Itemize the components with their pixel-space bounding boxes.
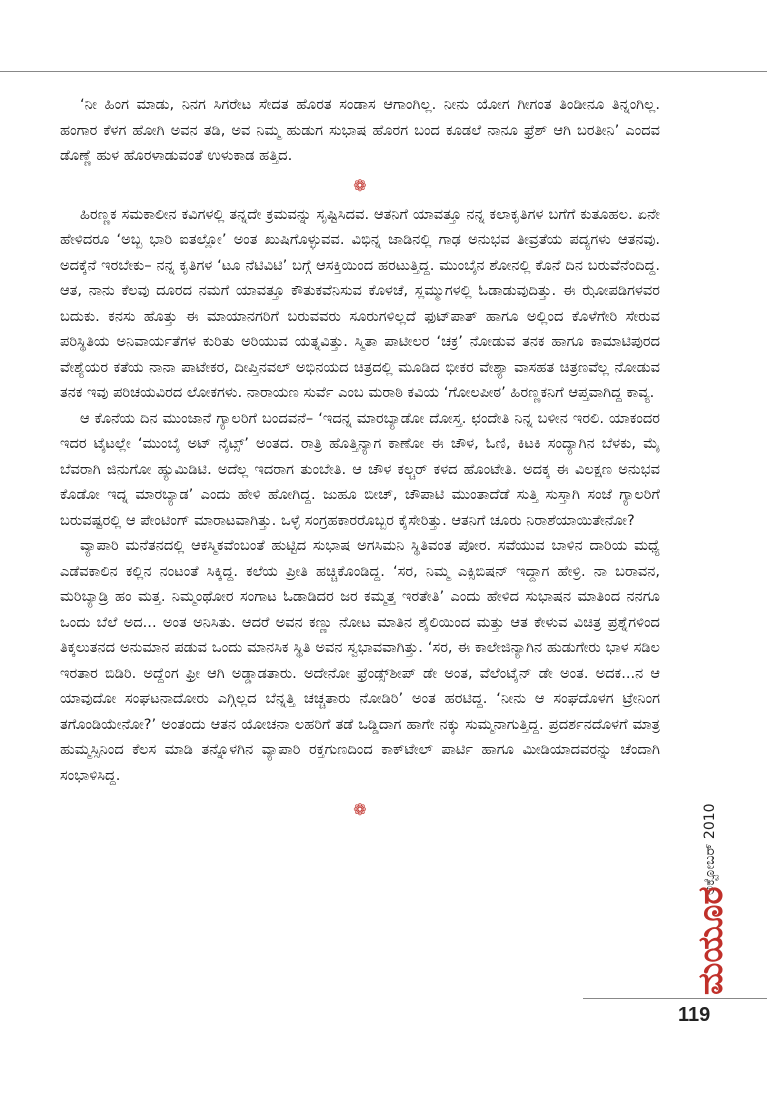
paragraph-3: ಆ ಕೊನೆಯ ದಿನ ಮುಂಜಾನೆ ಗ್ಯಾಲರಿಗೆ ಬಂದವನೆ– ‘ಇದನ್ನ ಮಾರಬ್ಯಾಡೋ ದೋಸ್ತ. ಛಂದೇತಿ ನಿನ್ನ ಬಳೀನ ಇರಲಿ. ಯಾಕಂದರ ಇದರ ಟೈಟಲ್ಲೇ ‘ಮುಂಬೈ ಅಟ್ ನೈಟ್ಸ್’ ಅಂತದ. ರಾತ್ರಿ ಹೊತ್ತಿನ್ಯಾಗ ಕಾಣೋ ಈ ಚೌಳ, ಓಣಿ, ಕಿಟಕಿ ಸಂದ್ಯಾಗಿನ ಬೆಳಕು, ಮೈ ಬೆವರಾಗಿ ಜಿನುಗೋ ಹ್ಯುಮಿಡಿಟಿ. ಅದೆಲ್ಲ ಇದರಾಗ ತುಂಬೇತಿ. ಆ ಚೌಳ ಕಲ್ಚರ್ ಕಳದ ಹೊಂಟೇತಿ. ಅದಕ್ಕ ಈ ವಿಲಕ್ಷಣ ಅನುಭವ ಕೊಡೋ ಇದ್ನ ಮಾರಬ್ಯಾಡ’ ಎಂದು ಹೇಳಿ ಹೋಗಿದ್ದ. ಜುಹೂ ಬೀಚ್, ಚೌಪಾಟಿ ಮುಂತಾದೆಡೆ ಸುತ್ತಿ ಸುಸ್ತಾಗಿ ಸಂಜೆ ಗ್ಯಾಲರಿಗೆ ಬರುವಷ್ಟರಲ್ಲಿ ಆ ಪೇಂಟಿಂಗ್ ಮಾರಾಟವಾಗಿತ್ತು. ಒಳ್ಳೆ ಸಂಗ್ರಹಕಾರರೊಬ್ಬರ ಕೈಸೇರಿತ್ತು. ಆತನಿಗೆ ಚೂರು ನಿರಾಶೆಯಾಯಿತೇನೋ? xyxy=(60,409,660,529)
side-banner xyxy=(690,770,730,995)
issue-date: ಅಕ್ಟೋಬರ್ 2010 xyxy=(702,803,718,895)
magazine-masthead: ಮಯೂರ xyxy=(691,886,731,995)
footer-divider xyxy=(583,998,767,999)
paragraph-4: ವ್ಯಾಪಾರಿ ಮನೆತನದಲ್ಲಿ ಆಕಸ್ಮಿಕವೆಂಬಂತೆ ಹುಟ್ಟಿದ ಸುಭಾಷ ಅಗಸಿಮನಿ ಸ್ಥಿತಿವಂತ ಪೋರ. ಸವೆಯುವ ಬಾಳಿನ ದಾರಿಯ ಮಧ್ಯೆ ಎಡೆವಕಾಲಿನ ಕಲ್ಲಿನ ನಂಟಂತೆ ಸಿಕ್ಕಿದ್ದ. ಕಲೆಯ ಪ್ರೀತಿ ಹಚ್ಚಿಕೊಂಡಿದ್ದ. ‘ಸರ, ನಿಮ್ಮ ಎಕ್ಸಿಬಿಷನ್ ಇದ್ದಾಗ ಹೇಳ್ರಿ. ನಾ ಬರಾವನ, ಮರಿಬ್ಯಾಡ್ರಿ ಹಂ ಮತ್ತ. ನಿಮ್ಮಂಥೋರ ಸಂಗಾಟ ಓಡಾಡಿದರ ಜರ ಕಮ್ಮತ್ತ ಇರತೇತಿ’ ಎಂದು ಹೇಳಿದ ಸುಭಾಷನ ಮಾತಿಂದ ನನಗೂ ಒಂದು ಬೆಲೆ ಅದ... ಅಂತ ಅನಿಸಿತು. ಆದರೆ ಅವನ ಕಣ್ಣು ನೋಟ ಮಾತಿನ ಶೈಲಿಯಿಂದ ಮತ್ತು ಆತ ಕೇಳುವ ವಿಚಿತ್ರ ಪ್ರಶ್ನೆಗಳಿಂದ ತಿಕ್ಕಲುತನದ ಅನುಮಾನ ಪಡುವ ಒಂದು ಮಾನಸಿಕ ಸ್ಥಿತಿ ಅವನ ಸ್ವಭಾವವಾಗಿತ್ತು. ‘ಸರ, ಈ ಕಾಲೇಜಿನ್ಯಾಗಿನ ಹುಡುಗೇರು ಭಾಳ ಸಡಿಲ ಇರತಾರ ಬಿಡಿರಿ. ಅದ್ದೆಂಗ ಫ್ರೀ ಆಗಿ ಅಡ್ಡಾಡತಾರು. ಅದೇನೋ ಫ್ರೆಂಡ್ಸ್‌ಶೀಪ್ ಡೇ ಅಂತ, ವೆಲೆಂಟೈನ್ ಡೇ ಅಂತ. ಅದಕ...ನ ಆ ಯಾವುದೋ ಸಂಘಟನಾದೋರು ಎಗ್ಗಿಲ್ಲದ ಬೆನ್ನತ್ತಿ ಚಚ್ಚತಾರು ನೋಡಿರಿ’ ಅಂತ ಹರಟಿದ್ದ. ‘ನೀನು ಆ ಸಂಘದೊಳಗ ಟ್ರೇನಿಂಗ ತಗೊಂಡಿಯೇನೋ?’ ಅಂತಂದು ಆತನ ಯೋಚನಾ ಲಹರಿಗೆ ತಡೆ ಒಡ್ಡಿದಾಗ ಹಾಗೇ ನಕ್ಕು ಸುಮ್ಮನಾಗುತ್ತಿದ್ದ. ಪ್ರದರ್ಶನದೊಳಗೆ ಮಾತ್ರ ಹುಮ್ಮಸ್ಸಿನಿಂದ ಕೆಲಸ ಮಾಡಿ ತನ್ನೊಳಗಿನ ವ್ಯಾಪಾರಿ ರಕ್ತಗುಣದಿಂದ ಕಾಕ್‌ಟೇಲ್ ಪಾರ್ಟಿ ಹಾಗೂ ಮೀಡಿಯಾದವರನ್ನು ಚೆಂದಾಗಿ ಸಂಭಾಳಿಸಿದ್ದ. xyxy=(60,537,660,784)
article-body xyxy=(60,92,660,826)
section-ornament-icon: ❁ xyxy=(353,175,367,195)
page-number: 119 xyxy=(678,1004,711,1026)
end-ornament-icon: ❁ xyxy=(353,800,367,819)
paragraph-2: ಹಿರಣ್ಣಕ ಸಮಕಾಲೀನ ಕವಿಗಳಲ್ಲಿ ತನ್ನದೇ ಕ್ರಮವನ್ನು ಸೃಷ್ಟಿಸಿದವ. ಆತನಿಗೆ ಯಾವತ್ತೂ ನನ್ನ ಕಲಾಕೃತಿಗಳ ಬಗೆಗೆ ಕುತೂಹಲ. ಏನೇ ಹೇಳಿದರೂ ‘ಅಬ್ಬ ಭಾರಿ ಐತಲ್ಲೋ’ ಅಂತ ಖುಷಿಗೊಳ್ಳುವವ. ವಿಭಿನ್ನ ಜಾಡಿನಲ್ಲಿ ಗಾಢ ಅನುಭವ ತೀವ್ರತೆಯ ಪದ್ಯಗಳು ಆತನವು. ಅದಕ್ಕೆನೆ ಇರಬೇಕು– ನನ್ನ ಕೃತಿಗಳ ‘ಟೂ ನೆಟಿವಿಟಿ’ ಬಗ್ಗೆ ಆಸಕ್ತಿಯಿಂದ ಹರಟುತ್ತಿದ್ದ. ಮುಂಬೈನ ಶೋನಲ್ಲಿ ಕೊನೆ ದಿನ ಬರುವೆನೆಂದಿದ್ದ. ಆತ, ನಾನು ಕೆಲವು ದೂರದ ನಮಗೆ ಯಾವತ್ತೂ ಕೌತುಕವೆನಿಸುವ ಕೊಳಚೆ, ಸ್ಲಮ್ಮುಗಳಲ್ಲಿ ಓಡಾಡುವುದಿತ್ತು. ಈ ಝೋಪಡಿಗಳವರ ಬದುಕು. ಕನಸು ಹೊತ್ತು ಈ ಮಾಯಾನಗರಿಗೆ ಬರುವವರು ಸೂರುಗಳಿಲ್ಲದೆ ಫುಟ್‌ಪಾತ್ ಹಾಗೂ ಅಲ್ಲಿಂದ ಕೊಳೆಗೇರಿ ಸೇರುವ ಪರಿಸ್ಥಿತಿಯ ಅನಿವಾರ್ಯತೆಗಳ ಕುರಿತು ಅರಿಯುವ ಯತ್ನವಿತ್ತು. ಸ್ಮಿತಾ ಪಾಟೀಲರ ‘ಚಕ್ರ’ ನೋಡುವ ತನಕ ಹಾಗೂ ಕಾಮಾಟಿಪುರದ ವೇಶ್ಯೆಯರ ಕತೆಯ ನಾನಾ ಪಾಟೇಕರ, ದೀಪ್ತಿನವಲ್ ಅಭಿನಯದ ಚಿತ್ರದಲ್ಲಿ ಮೂಡಿದ ಭೀಕರ ವೇಶ್ಯಾ ವಾಸಹತ ಚಿತ್ರಣವೆಲ್ಲ ನೋಡುವ ತನಕ ಇವು ಪರಿಚಯವಿರದ ಲೋಕಗಳು. ನಾರಾಯಣ ಸುರ್ವೆ ಎಂಬ ಮರಾಠಿ ಕವಿಯ ‘ಗೋಲಪೀಠ’ ಹಿರಣ್ಣಕನಿಗೆ ಆಪ್ತವಾಗಿದ್ದ ಕಾವ್ಯ. xyxy=(60,205,660,401)
header-divider xyxy=(0,71,767,72)
paragraph-1: ‘ನೀ ಹಿಂಗ ಮಾಡು, ನಿನಗ ಸಿಗರೇಟ ಸೇದತ ಹೊರತ ಸಂಡಾಸ ಆಗಾಂಗಿಲ್ಲ. ನೀನು ಯೋಗ ಗೀಗಂತ ತಿಂಡೀನೂ ತಿನ್ನಂಗಿಲ್ಲ. ಹಂಗಾರ ಕೆಳಗ ಹೋಗಿ ಅವನ ತಡಿ, ಅವ ನಿಮ್ಮ ಹುಡುಗ ಸುಭಾಷ ಹೊರಗ ಬಂದ ಕೂಡಲೆ ನಾನೂ ಫ್ರೆಶ್ ಆಗಿ ಬರತೀನಿ’ ಎಂದವ ಡೊಣ್ಣೆ ಹುಳ ಹೊರಳಾಡುವಂತೆ ಉಳುಕಾಡ ಹತ್ತಿದ. xyxy=(60,96,660,164)
